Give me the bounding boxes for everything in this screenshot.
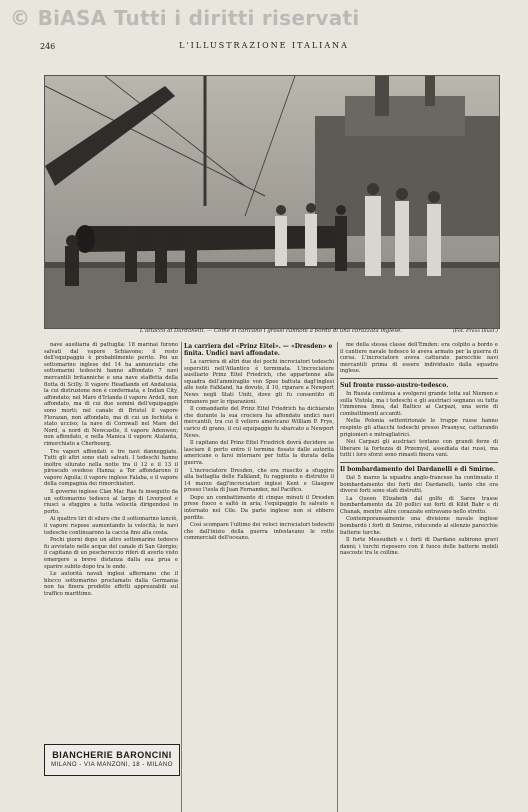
paragraph: Il capitano del Prinz Eitel Friedrich dovrà decidere se lasciare il porto entro il termine fissato dalle autorità americane o farsi internare per tutta la durata della guerra. <box>184 440 334 466</box>
section-heading: Sul fronte russo-austro-tedesco. <box>340 381 449 389</box>
paragraph: Ai quattro tiri di siluro che il sottomarino lanciò, il vapore rispose aumentando la velocità; le navi tedesche continuarono la caccia fino alla costa. <box>44 516 178 536</box>
watermark-text: © BiASA Tutti i diritti riservati <box>10 6 360 30</box>
ad-address: MILANO - VIA MANZONI, 18 - MILANO <box>51 762 173 768</box>
column-divider <box>181 342 182 812</box>
section-heading: Il bombardamento dei Dardanelli e di Smirne. <box>340 465 496 473</box>
paragraph: Il governo inglese Clan Mac Rae fu inseguito da un sottomarino tedesco al largo di Liverpool e riuscì a sfuggire a tutta velocità dirigendosi in porto. <box>44 489 178 515</box>
section-heading: La carriera del «Prinz Eitel». — «Dresden» e finita. Undici navi affondate. <box>184 343 333 357</box>
column-divider <box>337 342 338 812</box>
paragraph: Contemporaneamente una divisione navale inglese bombardò i forti di Smirne, riducendo al silenzio parecchie batterie turche. <box>340 516 498 536</box>
paragraph: Nella Polonia settentrionale le truppe russe hanno respinto gli attacchi tedeschi presso Prasnysz, catturando prigionieri e mitragliatrici. <box>340 418 498 438</box>
article-column-1 <box>44 342 178 740</box>
section-rule <box>340 462 498 463</box>
paragraph: Dopo un combattimento di cinque minuti il Dresden prese fuoco e saltò in aria; l'equipaggio fu salvato e internato nel Cile. Da parte inglese non si ebbero perdite. <box>184 494 334 521</box>
ad-title: BIANCHERIE BARONCINI <box>52 750 172 760</box>
paragraph: Tre vapori affondati e tre navi danneggiate. Tutti gli altri sono stati salvati. I tedeschi hanno inoltre silurato nella notte tra il 12 e il 13 il piroscafo svedese Hanna; a Tor affondarono il vapore Aguila; il vapore inglese Falaba, e il vapore della compagnia dei rimorchiatori. <box>44 448 178 488</box>
photo-illustration <box>45 76 499 328</box>
article-column-2 <box>184 342 334 812</box>
paragraph: Le autorità navali inglesi affermano che il blocco sottomarino proclamato dalla Germania non ha finora prodotto effetti apprezzabili sul traffico marittimo. <box>44 571 178 597</box>
photo-credit: (Fot. Press Illust.) <box>452 328 498 334</box>
running-title: L'ILLUSTRAZIONE ITALIANA <box>179 41 349 50</box>
paragraph: Il comandante del Prinz Eitel Friedrich ha dichiarato che durante la sua crociera ha affondato undici navi mercantili, tra cui il veliero americano William P. Frye, carico di grano, il cui equipaggio fu sbarcato a Newport News. <box>184 406 334 439</box>
paragraph: Nei Carpazi gli austriaci tentano con grandi forze di liberare la fortezza di Przemysl, assediata dai russi, ma tutti i loro sforzi sono rimasti finora vani. <box>340 439 498 459</box>
paragraph: Così scompare l'ultimo dei veloci incrociatori tedeschi che dall'inizio della guerra infestavano le rotte commerciali dell'oceano. <box>184 522 334 542</box>
paragraph: L'incrociatore Dresden, che era riuscito a sfuggire alla battaglia delle Falkland, fu raggiunto e distrutto il 14 marzo dagl'incrociatori inglesi Kent e Glasgow presso l'isola di Juan Fernandez, nel Pacifico. <box>184 467 334 494</box>
battleship-photo <box>44 75 500 329</box>
advertisement <box>44 744 180 776</box>
photo-caption: L'attacco ai Dardanelli. — Come si caricano i grossi cannoni a bordo di una corazzata inglese. <box>139 328 403 334</box>
paragraph: Pochi giorni dopo un altro sottomarino tedesco fu avvistato nelle acque del canale di San Giorgio; il capitano di un peschereccio riferì di averlo visto emergere a breve distanza dalla sua prua e sparire subito dopo tra le onde. <box>44 537 178 570</box>
paragraph: nave ausiliaria di pattuglia: 18 marinai furono salvati dal vapore Schiavone; il resto dell'equipaggio è probabilmente perito. Poi un sottomarino inglese del 14 ha annunciato che sottomarini tedeschi hanno affondato 7 navi mercantili britanniche e una nave staffetta della flotta di Scilly. Il vapore Headlands ed Andalusia, la cui distruzione non è confermata, e Indian City, affondato; nel Mare d'Irlanda il vapore Ardell, non affondato, ma di cui due uomini dell'equipaggio sono morti; nel canale di Bristol il vapore Florazan, non affondato, ma di cui un fochista è stato ucciso; la nave di Cornwall nel Mare del Nord, a nord di Newcastle, il vapore Adenwen; non affondato, e nella Manica il vapore Atalanta, rimorchiato a Cherbourg. <box>44 342 178 447</box>
section-rule <box>340 378 498 379</box>
paragraph: Il forte Messudieh e i forti di Dardano subirono gravi danni; i turchi risposero con il fuoco delle batterie mobili nascoste tra le colline. <box>340 537 498 557</box>
paragraph: In Russia continua a svolgersi grande lotta sul Niemen e sulla Vistola, ma i tedeschi e gli austriaci segnano su tutta l'immensa linea, dal Baltico ai Carpazi, una serie di combattimenti accaniti. <box>340 390 498 417</box>
paragraph: La carriera di altri due dei pochi incrociatori tedeschi superstiti nell'Atlantico è terminata. L'incrociatore ausiliario Prinz Eitel Friedrich, che appartenne alla squadra dell'ammiraglio von Spee battuta dagl'inglesi alle isole Falkland, ha dovuto, il 10, riparare a Newport News negli Stati Uniti, dove gli fu consentito di rimanere per le riparazioni. <box>184 359 334 405</box>
paragraph: Dal 5 marzo la squadra anglo-francese ha continuato il bombardamento dei forti dei Dardanelli, tanto che ora diversi forti sono stati distrutti. <box>340 474 498 495</box>
paragraph: me della stessa classe dell'Emden: era colpito a bordo e il cantiere navale tedesco lo aveva armato per la guerra di corsa. L'incrociatore aveva catturato parecchie navi mercantili prima di essere individuato dalla squadra inglese. <box>340 342 498 375</box>
page-number: 246 <box>40 42 56 51</box>
article-column-3 <box>340 342 498 812</box>
paragraph: La Queen Elizabeth dal golfo di Saros trasse bombardamento da 20 pollici sui forti di Kilid Bahr e di Chanak, mentre altre corazzate entravano nello stretto. <box>340 495 498 515</box>
